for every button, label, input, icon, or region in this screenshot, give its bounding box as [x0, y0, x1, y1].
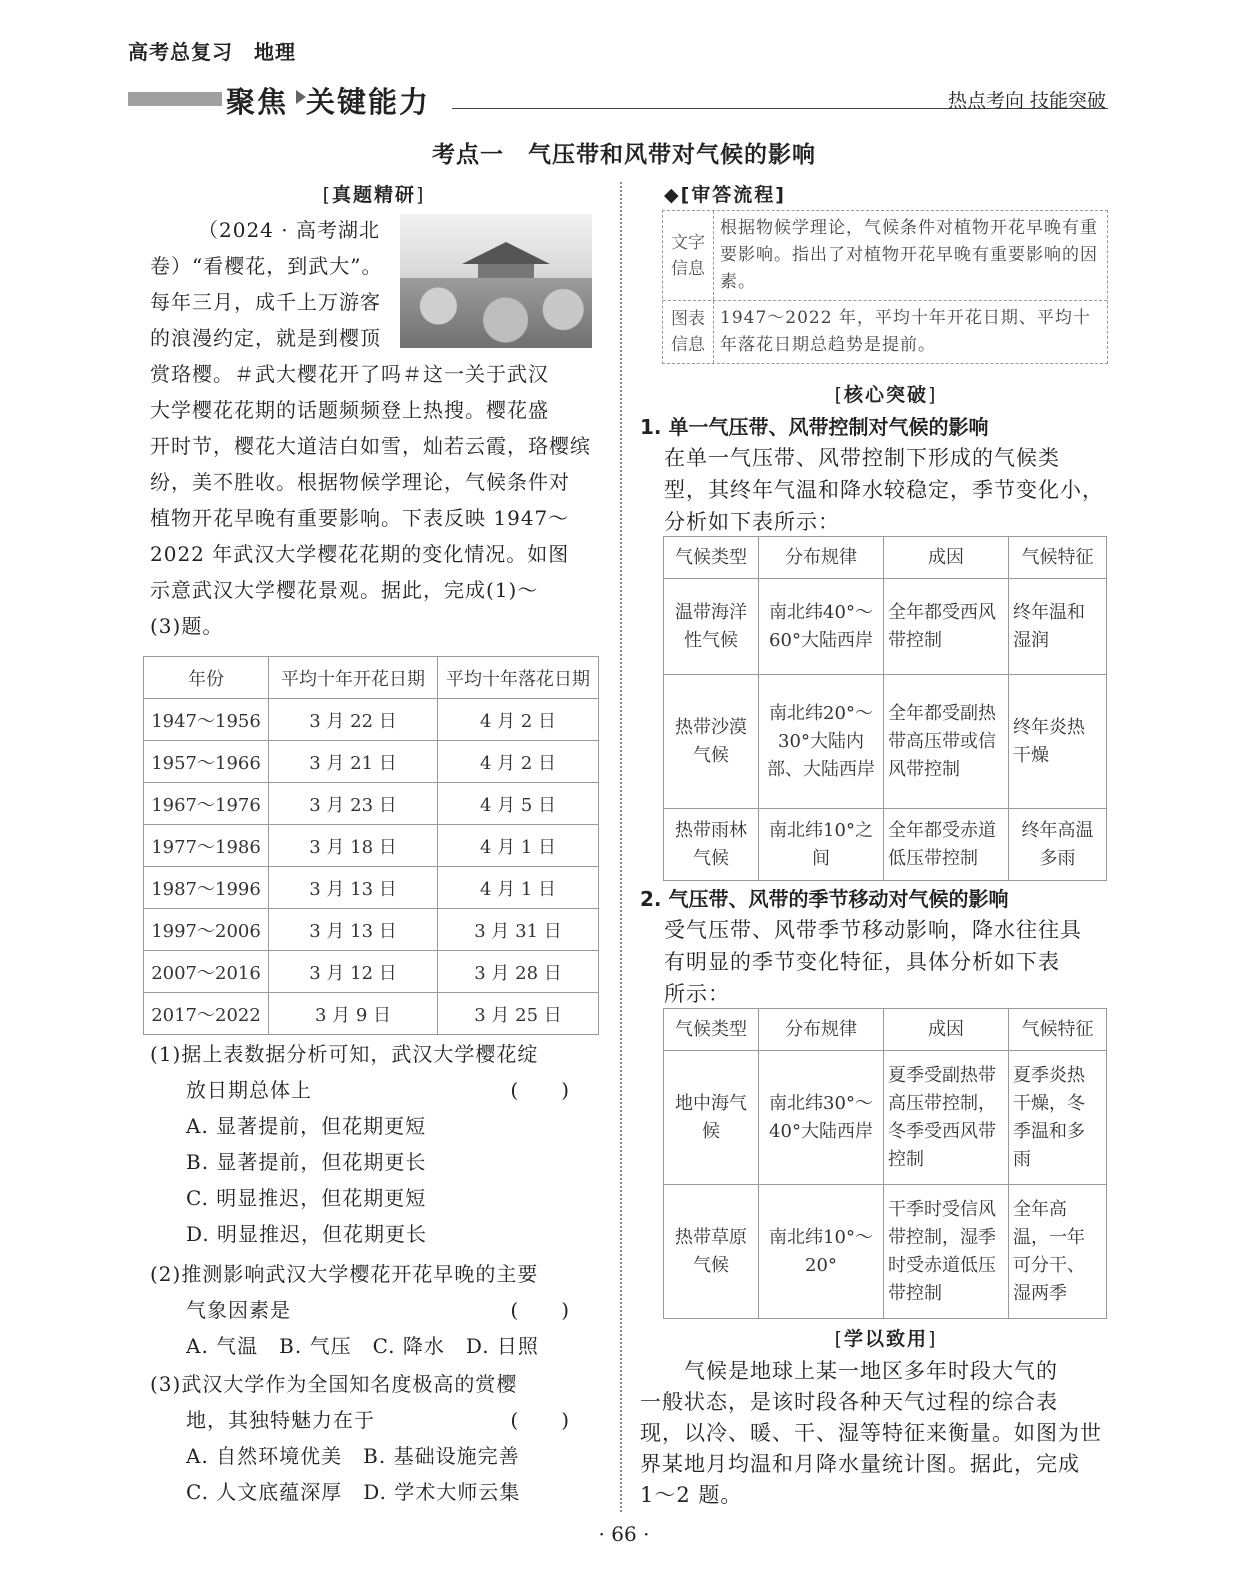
table-cell: 温带海洋性气候: [664, 579, 759, 675]
flow-head: ◆[审答流程]: [664, 184, 786, 206]
q3-options-row-1[interactable]: A. 自然环境优美 B. 基础设施完善: [186, 1444, 520, 1468]
table-cell: 终年温和湿润: [1009, 579, 1107, 675]
table-cell: 全年高温，一年可分干、湿两季: [1009, 1185, 1107, 1319]
cherry-blossom-photo: [400, 214, 592, 348]
answer-blank[interactable]: ( ): [510, 1408, 570, 1432]
table-row: [664, 809, 1107, 881]
table-row: [144, 783, 599, 825]
climate-table-2: [663, 1008, 1107, 1319]
intro-line: 每年三月，成千上万游客: [150, 290, 381, 314]
flow-box: [662, 210, 1108, 364]
book-header: 高考总复习 地理: [128, 40, 296, 64]
table-header: 平均十年落花日期: [438, 657, 599, 699]
body-line: 纷，美不胜收。根据物候学理论，气候条件对: [150, 470, 570, 494]
table-cell: 1947～1956: [144, 699, 269, 741]
table-cell: 4 月 5 日: [438, 783, 599, 825]
body-line: 植物开花早晚有重要影响。下表反映 1947～: [150, 506, 570, 530]
section-head-text: 真题精研: [331, 184, 416, 206]
q3-options-row-2[interactable]: C. 人文底蕴深厚 D. 学术大师云集: [186, 1480, 521, 1504]
flow-text: 根据物候学理论，气候条件对植物开花早晚有重要影响。指出了对植物开花早晚有重要影响的因素。: [720, 218, 1098, 292]
table-row: [144, 741, 599, 783]
core-head-text: 核心突破: [843, 384, 928, 406]
table-cell: 3 月 25 日: [438, 993, 599, 1035]
table-cell: 4 月 2 日: [438, 699, 599, 741]
s2-title: 2. 气压带、风带的季节移动对气候的影响: [640, 887, 1009, 911]
q2-stem-2: 气象因素是: [186, 1298, 291, 1322]
table-header: 气候特征: [1009, 1009, 1107, 1051]
apply-line: 气候是地球上某一地区多年时段大气的: [640, 1359, 1058, 1383]
table-cell: 3 月 28 日: [438, 951, 599, 993]
apply-head-text: 学以致用: [843, 1328, 928, 1350]
table-header: 气候类型: [664, 537, 759, 579]
table-cell: 1967～1976: [144, 783, 269, 825]
table-cell: 终年炎热干燥: [1009, 675, 1107, 809]
table-row: [144, 825, 599, 867]
flow-row-text: [663, 211, 1107, 301]
table-cell: 3 月 22 日: [269, 699, 438, 741]
table-cell: 3 月 21 日: [269, 741, 438, 783]
table-cell: 地中海气候: [664, 1051, 759, 1185]
s2-body: [664, 914, 1108, 1010]
table-row: [664, 579, 1107, 675]
bloom-table: [143, 656, 599, 1035]
table-cell: 终年高温多雨: [1009, 809, 1107, 881]
page-number: · 66 ·: [598, 1522, 650, 1546]
table-header: 气候特征: [1009, 537, 1107, 579]
flow-row-chart: [663, 301, 1107, 363]
option-d[interactable]: D. 明显推迟，但花期更长: [186, 1222, 428, 1246]
q1-stem: (1)据上表数据分析可知，武汉大学樱花绽: [150, 1042, 539, 1066]
apply-line: 现，以冷、暖、干、湿等特征来衡量。如图为世: [640, 1421, 1102, 1445]
table-cell: 夏季受副热带高压带控制，冬季受西风带控制: [884, 1051, 1009, 1185]
apply-line: 1～2 题。: [640, 1483, 743, 1507]
flow-label: 图表信息: [663, 301, 714, 363]
table-cell: 3 月 13 日: [269, 909, 438, 951]
question-body: [150, 356, 600, 644]
table-cell: 夏季炎热干燥，冬季温和多雨: [1009, 1051, 1107, 1185]
section-head-core: [核心突破]: [834, 384, 938, 406]
table-cell: 热带沙漠气候: [664, 675, 759, 809]
table-row: [664, 675, 1107, 809]
table-cell: 4 月 1 日: [438, 867, 599, 909]
table-cell: 3 月 12 日: [269, 951, 438, 993]
table-cell: 2017～2022: [144, 993, 269, 1035]
answer-blank[interactable]: ( ): [510, 1078, 570, 1102]
table-cell: 全年都受赤道低压带控制: [884, 809, 1009, 881]
body-line: 开时节，樱花大道洁白如雪，灿若云霞，珞樱缤: [150, 434, 591, 458]
table-cell: 1997～2006: [144, 909, 269, 951]
question-2: [150, 1256, 600, 1364]
table-header-row: [144, 657, 599, 699]
table-cell: 1957～1966: [144, 741, 269, 783]
s1-line: 分析如下表所示：: [664, 510, 840, 534]
table-header: 成因: [884, 1009, 1009, 1051]
table-header: 分布规律: [759, 1009, 884, 1051]
option-b[interactable]: B. 显著提前，但花期更长: [186, 1150, 427, 1174]
apply-line: 一般状态，是该时段各种天气过程的综合表: [640, 1390, 1058, 1414]
table-cell: 2007～2016: [144, 951, 269, 993]
table-cell: 3 月 9 日: [269, 993, 438, 1035]
table-cell: 南北纬20°～30°大陆内部、大陆西岸: [759, 675, 884, 809]
table-cell: 南北纬10°～20°: [759, 1185, 884, 1319]
s2-line: 受气压带、风带季节移动影响，降水往往具: [664, 918, 1082, 942]
table-cell: 1987～1996: [144, 867, 269, 909]
intro-line: 的浪漫约定，就是到樱顶: [150, 326, 381, 350]
band-title-right: 关键能力: [306, 85, 431, 119]
intro-line: （2024 · 高考湖北: [198, 218, 380, 242]
band-title: [226, 80, 430, 121]
table-cell: 3 月 18 日: [269, 825, 438, 867]
band-title-left: 聚焦: [226, 85, 289, 119]
s1-title: 1. 单一气压带、风带控制对气候的影响: [640, 415, 989, 439]
table-cell: 南北纬10°之间: [759, 809, 884, 881]
intro-line: 卷）“看樱花，到武大”。: [150, 254, 383, 278]
flow-text: 1947～2022 年，平均十年开花日期、平均十年落花日期总趋势是提前。: [720, 308, 1091, 355]
q3-stem: (3)武汉大学作为全国知名度极高的赏樱: [150, 1372, 518, 1396]
table-cell: 干季时受信风带控制，湿季时受赤道低压带控制: [884, 1185, 1009, 1319]
table-header: 平均十年开花日期: [269, 657, 438, 699]
table-cell: 4 月 2 日: [438, 741, 599, 783]
table-header-row: [664, 1009, 1107, 1051]
apply-body: [640, 1356, 1110, 1511]
apply-line: 界某地月均温和月降水量统计图。据此，完成: [640, 1452, 1080, 1476]
table-header: 成因: [884, 537, 1009, 579]
table-cell: 3 月 13 日: [269, 867, 438, 909]
q3-stem-2: 地，其独特魅力在于: [186, 1408, 375, 1432]
band-bar: [128, 92, 222, 106]
table-header: 年份: [144, 657, 269, 699]
table-row: [664, 1051, 1107, 1185]
q2-stem: (2)推测影响武汉大学樱花开花早晚的主要: [150, 1262, 539, 1286]
option-c[interactable]: C. 明显推迟，但花期更短: [186, 1186, 427, 1210]
s2-line: 有明显的季节变化特征，具体分析如下表: [664, 950, 1060, 974]
table-cell: 4 月 1 日: [438, 825, 599, 867]
table-header: 分布规律: [759, 537, 884, 579]
flow-label: 文字信息: [663, 211, 714, 300]
table-cell: 南北纬40°～60°大陆西岸: [759, 579, 884, 675]
table-cell: 热带雨林气候: [664, 809, 759, 881]
column-divider: [620, 182, 622, 1512]
table-row: [664, 1185, 1107, 1319]
table-row: [144, 951, 599, 993]
section-head-zhenti: [真题精研]: [322, 184, 426, 206]
table-row: [144, 699, 599, 741]
q1-stem-2: 放日期总体上: [186, 1078, 312, 1102]
table-cell: 全年都受西风带控制: [884, 579, 1009, 675]
table-header-row: [664, 537, 1107, 579]
question-1: [150, 1036, 600, 1252]
band-subtitle: 热点考向 技能突破: [947, 90, 1106, 112]
question-3: [150, 1366, 600, 1510]
table-cell: 3 月 31 日: [438, 909, 599, 951]
option-a[interactable]: A. 显著提前，但花期更短: [186, 1114, 427, 1138]
s1-body: [664, 442, 1108, 538]
table-cell: 3 月 23 日: [269, 783, 438, 825]
section-head-apply: [学以致用]: [834, 1328, 938, 1350]
table-cell: 1977～1986: [144, 825, 269, 867]
table-header: 气候类型: [664, 1009, 759, 1051]
q2-options[interactable]: A. 气温 B. 气压 C. 降水 D. 日照: [186, 1334, 539, 1358]
body-line: 示意武汉大学樱花景观。据此，完成(1)～: [150, 578, 539, 602]
triangle-icon: [296, 90, 306, 104]
table-cell: 全年都受副热带高压带或信风带控制: [884, 675, 1009, 809]
table-cell: 南北纬30°～40°大陆西岸: [759, 1051, 884, 1185]
table-row: [144, 909, 599, 951]
climate-table-1: [663, 536, 1107, 881]
s1-line: 在单一气压带、风带控制下形成的气候类: [664, 446, 1060, 470]
body-line: (3)题。: [150, 614, 224, 638]
point-title: 考点一 气压带和风带对气候的影响: [432, 142, 816, 168]
s2-line: 所示：: [664, 982, 730, 1006]
s1-line: 型，其终年气温和降水较稳定，季节变化小，: [664, 478, 1104, 502]
table-row: [144, 867, 599, 909]
table-row: [144, 993, 599, 1035]
table-cell: 热带草原气候: [664, 1185, 759, 1319]
body-line: 大学樱花花期的话题频频登上热搜。樱花盛: [150, 398, 549, 422]
body-line: 赏珞樱。＃武大樱花开了吗＃这一关于武汉: [150, 362, 549, 386]
body-line: 2022 年武汉大学樱花花期的变化情况。如图: [150, 542, 570, 566]
intro-text: [150, 212, 394, 356]
answer-blank[interactable]: ( ): [510, 1298, 570, 1322]
